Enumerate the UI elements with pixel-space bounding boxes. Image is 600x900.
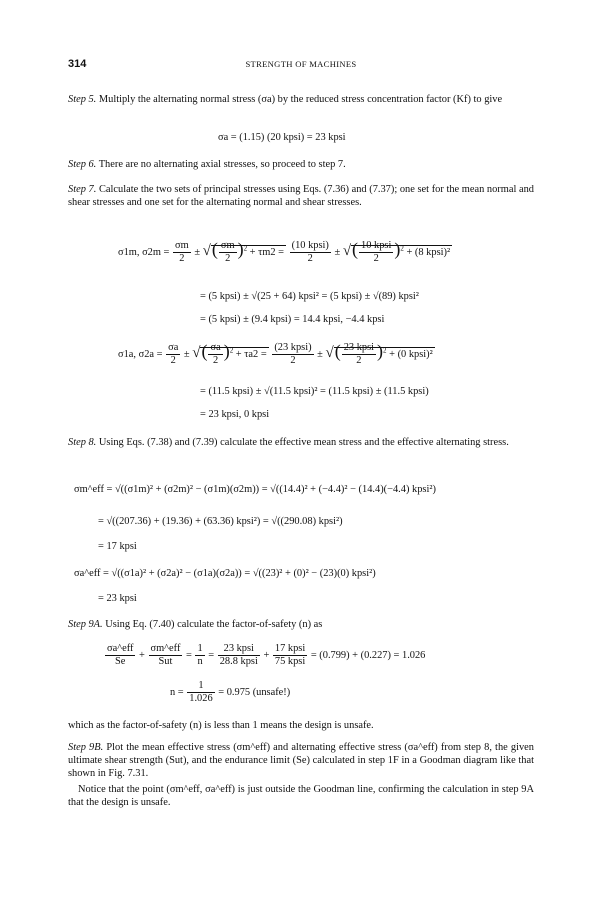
step9b-notice: Notice that the point (σm^eff, σa^eff) is just outside the Goodman line, confirming the calculation in step 9A that the design is unsafe. [68, 784, 534, 808]
step8-text: Using Eqs. (7.38) and (7.39) calculate the effective mean stress and the effective alternating stress. [98, 437, 509, 448]
step6-paragraph [68, 158, 534, 171]
step5-equation: σa = (1.15) (20 kpsi) = 23 kpsi [218, 132, 346, 143]
step5-heading: Step 5. [68, 94, 97, 105]
step5-text: Multiply the alternating normal stress (σa) by the reduced stress concentration factor (Kf) to give [98, 94, 503, 105]
mean-num-fraction: $\frac{\text{(10 kpsi)}}{2}$ [291, 240, 329, 264]
step9a-equation2: n = $\frac{1}{1.026}$ = 0.975 (unsafe!) [170, 680, 291, 704]
step7-mean-line2: = (5 kpsi) ± √(25 + 64) kpsi² = (5 kpsi) ± √(89) kpsi² [200, 291, 419, 302]
step7-alt-equation: σ1a, σ2a = $\frac{\sigma a}{2}$ ± √( $\frac{\sigma a}{2}$ )$^2$ + τa2 = $\frac{\text{(23 kpsi)}}{2}$ ± √( $\frac{\text{23 kpsi}}{2}$ )$^2$ + (0 kpsi)² [118, 340, 433, 366]
step9a-paragraph [68, 618, 534, 631]
step9a-conclusion: which as the factor-of-safety (n) is less than 1 means the design is unsafe. [68, 720, 374, 731]
step7-paragraph [68, 183, 534, 209]
step7-alt-line3: = 23 kpsi, 0 kpsi [200, 409, 270, 420]
step7-text: Calculate the two sets of principal stresses using Eqs. (7.36) and (7.37); one set for the mean normal and shear stresses and one set for the alternating normal and shear stresses. [68, 184, 534, 208]
step8-mean-line3: = 17 kpsi [98, 541, 137, 552]
alt-num-fraction: $\frac{\text{(23 kpsi)}}{2}$ [274, 342, 312, 366]
step9a-heading: Step 9A. [68, 619, 103, 630]
step7-alt-line2: = (11.5 kpsi) ± √(11.5 kpsi)² = (11.5 kpsi) ± (11.5 kpsi) [200, 386, 429, 397]
mean-lhs: σ1m, σ2m = [118, 246, 170, 258]
step5-paragraph [68, 93, 534, 106]
step7-heading: Step 7. [68, 184, 97, 195]
step9b-text: Plot the mean effective stress (σm^eff) and alternating effective stress (σa^eff) from step 8, the given ultimate shear strength (Sut), and the endurance limit (Se) calculated in step 1F in a Goodman diagram like that shown in Fig. 7.31. [68, 742, 534, 779]
step7-mean-equation: σ1m, σ2m = $\frac{\sigma m}{2}$ ± √( $\frac{\sigma m}{2}$ )$^2$ + τm2 = $\frac{\text{(10 kpsi)}}{2}$ ± √( $\frac{\text{10 kpsi}}{2}$ )$^2$ + (8 kpsi)² [118, 238, 451, 264]
step8-mean-line2: = √((207.36) + (19.36) + (63.36) kpsi²) = √((290.08) kpsi²) [98, 516, 343, 527]
step6-text: There are no alternating axial stresses, so proceed to step 7. [98, 159, 346, 170]
step9a-text: Using Eq. (7.40) calculate the factor-of-safety (n) as [105, 619, 323, 630]
step6-heading: Step 6. [68, 159, 97, 170]
step9a-equation1: $\frac{\text{σa\textasciicircum{}eff}}{Se}$ + $\frac{\text{σm\textasciicircum{}eff}}{\text{Sut}}$ = $\frac{1}{n}$ = $\frac{\text{23 kpsi}}{\text{28.8 kpsi}}$ + $\frac{\text{17 kpsi}}{\text{75 kpsi}}$ = (0.799) + (0.227) = 1.026 [107, 643, 426, 667]
step8-paragraph [68, 436, 534, 449]
step9b-heading: Step 9B. [68, 742, 104, 753]
step8-alt-line2: = 23 kpsi [98, 593, 137, 604]
page-header [68, 58, 534, 74]
step8-mean-line1: σm^eff = √((σ1m)² + (σ2m)² − (σ1m)(σ2m)) = √((14.4)² + (−4.4)² − (14.4)(−4.4) kpsi²) [74, 484, 436, 495]
step9b-paragraph [68, 741, 534, 780]
page-number: 314 [68, 58, 87, 70]
step8-heading: Step 8. [68, 437, 97, 448]
step8-alt-line1: σa^eff = √((σ1a)² + (σ2a)² − (σ1a)(σ2a)) = √((23)² + (0)² − (23)(0) kpsi²) [74, 568, 376, 579]
running-title: STRENGTH OF MACHINES [245, 59, 357, 69]
step7-mean-line3: = (5 kpsi) ± (9.4 kpsi) = 14.4 kpsi, −4.4 kpsi [200, 314, 385, 325]
mean-sym-fraction: $\frac{\sigma m}{2}$ [175, 240, 189, 264]
alt-lhs: σ1a, σ2a = [118, 348, 163, 360]
alt-sym-fraction: $\frac{\sigma a}{2}$ [168, 342, 179, 366]
